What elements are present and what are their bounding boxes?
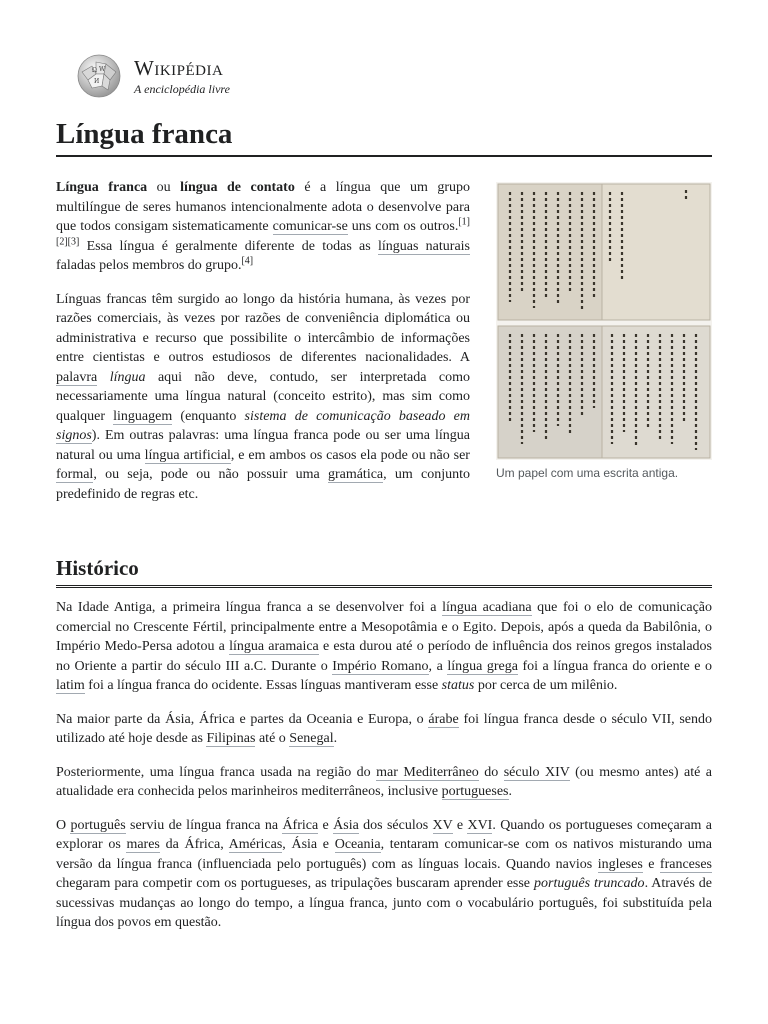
text: por cerca de um milênio. <box>474 678 618 693</box>
text: Línguas francas têm surgido ao longo da história humana, às vezes por razões comerciais, às vezes por razões de conveniência diplomática ou administrativa e recurso que possibilite o intercâmbio de informações entre cientistas e outros estudiosos de diferentes nacionalidades. A <box>56 291 470 365</box>
text: uns com os outros. <box>347 219 459 234</box>
link-asia[interactable]: Ásia <box>165 711 191 727</box>
link-americas[interactable]: Américas <box>228 837 283 852</box>
link-portugues[interactable]: português <box>70 817 126 833</box>
bold-term: Língua franca <box>56 180 148 195</box>
text: ). Em outras palavras: uma língua franca pode ou ser uma língua natural ou uma <box>56 428 470 463</box>
text: e partes da Oceania e Europa, o <box>234 711 429 727</box>
svg-text:И: И <box>94 78 100 85</box>
link-formal[interactable]: formal <box>56 467 94 482</box>
text: . Quando os portugueses começaram a explorar os <box>56 817 712 852</box>
link-xv[interactable]: XV <box>432 817 453 833</box>
link-comunicar-se[interactable]: comunicar-se <box>272 219 348 234</box>
link-lingua-grega[interactable]: língua grega <box>447 658 518 674</box>
historico-section <box>56 598 712 947</box>
text: , <box>190 711 199 727</box>
bold-term: língua de contato <box>180 180 295 195</box>
text: Na maior parte da <box>56 711 166 727</box>
text: aqui não deve, contudo, ser interpretada como necessariamente uma língua natural (conceito estrito), mas sim como qualquer <box>56 369 471 424</box>
wikipedia-globe-icon[interactable] <box>74 52 124 100</box>
link-mares[interactable]: mares <box>126 837 160 852</box>
link-franceses[interactable]: franceses <box>659 856 712 872</box>
text <box>97 370 110 385</box>
historico-paragraph-3 <box>56 763 712 802</box>
wordmark[interactable] <box>134 55 230 96</box>
italic-term: português truncado <box>534 876 645 891</box>
link-mar-mediterraneo[interactable]: mar Mediterrâneo <box>376 764 479 780</box>
text: da África, <box>159 837 229 852</box>
historico-paragraph-4 <box>56 816 712 933</box>
reference-link-4[interactable]: [4] <box>241 255 254 267</box>
intro-paragraph-1 <box>56 178 470 276</box>
link-xvi[interactable]: XVI <box>467 817 493 833</box>
text: , tentaram comunicar-se com os nativos misturando uma versão da língua franca (influenciada pelo português) com as línguas locais. Quando navios <box>56 837 712 872</box>
ancient-manuscript-image[interactable] <box>496 182 712 460</box>
link-lingua-aramaica[interactable]: língua aramaica <box>229 639 319 654</box>
link-lingua-artificial[interactable]: língua artificial <box>144 447 231 463</box>
section-heading-historico: Histórico <box>56 556 712 588</box>
link-oceania[interactable]: Oceania <box>334 837 381 852</box>
reference-link-1-3[interactable]: [1][2][3] <box>56 216 470 247</box>
italic-term: língua <box>109 369 146 385</box>
reference-link[interactable] <box>241 255 253 266</box>
text: Posteriormente, uma língua franca usada na região do <box>56 764 377 780</box>
text: e <box>452 817 468 833</box>
svg-text:Ω: Ω <box>92 67 97 74</box>
text: , um conjunto predefinido de regras etc. <box>56 467 470 502</box>
figure-caption: Um papel com uma escrita antiga. <box>496 466 679 480</box>
link-portugueses[interactable]: portugueses <box>441 784 509 799</box>
link-linguagem[interactable]: linguagem <box>113 408 173 424</box>
site-tagline: A enciclopédia livre <box>134 81 230 96</box>
text: , a <box>428 658 448 674</box>
link-asia-2[interactable]: Ásia <box>333 817 359 833</box>
text: faladas pelos membros do grupo. <box>56 258 242 273</box>
svg-text:W: W <box>99 66 106 73</box>
link-lingua-acadiana[interactable]: língua acadiana <box>442 600 532 615</box>
text: . <box>333 731 338 746</box>
text: do <box>478 764 504 780</box>
link-gramatica[interactable]: gramática <box>327 467 384 482</box>
link-filipinas[interactable]: Filipinas <box>206 731 256 746</box>
text: foi a língua franca do ocidente. Essas línguas mantiveram esse <box>84 678 442 693</box>
text: é a língua que um grupo multilíngue de seres humanos intencionalmente adota o desenvolve para que todos consigam sistematicamente <box>56 180 470 234</box>
link-arabe[interactable]: árabe <box>428 711 459 727</box>
text: e <box>318 817 334 833</box>
text: até o <box>255 731 290 746</box>
text: dos séculos <box>358 817 433 833</box>
italic-term: status <box>441 678 475 693</box>
text: . Através de sucessivas mudanças ao longo do tempo, a língua franca, junto com o vocabulário português, foi substituída pela língua dos povos em questão. <box>56 876 713 930</box>
text: foi língua franca desde o século VII, sendo utilizado até hoje desde as <box>56 711 713 746</box>
link-imperio-romano[interactable]: Império Romano <box>332 658 429 674</box>
historico-paragraph-2 <box>56 710 712 749</box>
site-name: Wikipédia <box>134 55 224 80</box>
link-signos[interactable]: signos <box>56 428 92 443</box>
text: chegaram para competir com os portugueses, as tripulações buscaram aprender esse <box>56 876 535 891</box>
text: ou <box>147 180 181 195</box>
intro-section <box>56 178 470 518</box>
link-linguas-naturais[interactable]: línguas naturais <box>377 238 470 254</box>
link-latim[interactable]: latim <box>56 678 85 693</box>
text: , ou seja, pode ou não possuir uma <box>93 467 328 482</box>
text: e <box>642 856 660 872</box>
text: foi a língua franca do oriente e o <box>517 658 713 674</box>
page-title: Língua franca <box>56 118 712 157</box>
text: (enquanto <box>172 408 245 424</box>
text: (ou mesmo antes) até a atualidade era conhecida pelos marinheiros mediterrâneos, inclusive <box>56 764 713 799</box>
link-palavra[interactable]: palavra <box>56 369 98 385</box>
intro-paragraph-2 <box>56 290 470 505</box>
link-seculo-xiv[interactable]: século XIV <box>503 764 570 780</box>
text: O <box>56 817 71 833</box>
text: Na Idade Antiga, a primeira língua franca a se desenvolver foi a <box>56 600 443 615</box>
link-senegal[interactable]: Senegal <box>289 731 334 746</box>
text: serviu de língua franca na <box>125 817 283 833</box>
text: , e em ambos os casos ela pode ou não ser <box>230 447 470 463</box>
historico-paragraph-1 <box>56 598 712 696</box>
site-header <box>74 52 230 100</box>
figure <box>496 182 712 480</box>
italic-term: sistema de comunicação baseado em <box>244 408 471 424</box>
link-africa[interactable]: África <box>198 711 235 727</box>
link-africa-2[interactable]: África <box>282 817 319 833</box>
text: e esta durou até o período de influência dos reinos gregos instalados no Oriente a partir do século III a.C. Durante o <box>56 639 712 674</box>
text: . <box>508 784 513 799</box>
text: que foi o elo de comunicação comercial no Crescente Fértil, principalmente entre a Mesopotâmia e o Egito. Depois, após a queda da Babilônia, o Império Medo-Persa adotou a <box>56 600 712 654</box>
link-ingleses[interactable]: ingleses <box>597 856 643 872</box>
text: , Ásia e <box>282 837 335 852</box>
text: Essa língua é geralmente diferente de todas as <box>79 238 378 254</box>
